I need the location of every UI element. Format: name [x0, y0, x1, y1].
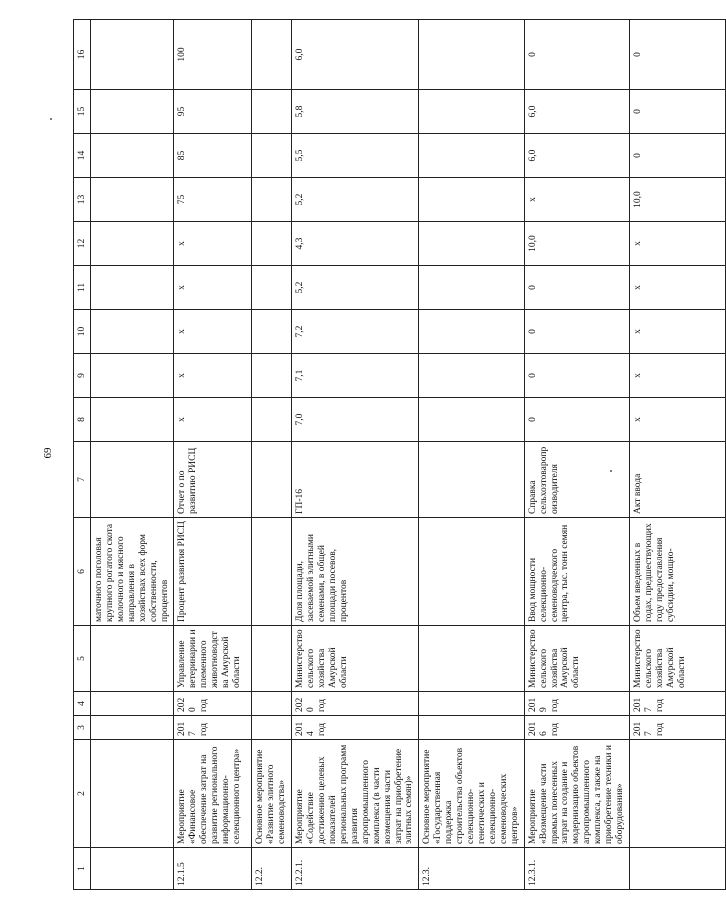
cell-start — [91, 716, 174, 740]
table-row — [292, 20, 419, 890]
cell-v12: x — [629, 222, 725, 266]
col-num: 9 — [74, 354, 91, 398]
cell-executor: Министерство сельского хозяйства Амурской области — [629, 626, 725, 692]
col-num: 16 — [74, 20, 91, 90]
cell-v15: 95 — [174, 90, 252, 134]
column-number-row — [74, 20, 91, 890]
table-row — [524, 20, 629, 890]
table-container — [73, 20, 687, 890]
cell-v15 — [252, 90, 292, 134]
page-number: 69 — [42, 447, 54, 459]
cell-id — [629, 848, 725, 890]
cell-v14: 85 — [174, 134, 252, 178]
cell-end: 2019 год — [524, 692, 629, 716]
cell-v13: x — [524, 178, 629, 222]
cell-v15: 0 — [629, 90, 725, 134]
cell-v15: 5,8 — [292, 90, 419, 134]
cell-end: 2020 год — [174, 692, 252, 716]
col-num: 11 — [74, 266, 91, 310]
cell-indicator: маточного поголовья крупного рогатого скота молочного и мясного направления в хозяйствах всех форм собственности, процентов — [91, 518, 174, 626]
cell-indicator — [252, 518, 292, 626]
cell-v9: 7,1 — [292, 354, 419, 398]
cell-v10: x — [174, 310, 252, 354]
cell-source: Справка сельхозтоваропроизводителя — [524, 442, 629, 518]
cell-executor — [252, 626, 292, 692]
col-num: 6 — [74, 518, 91, 626]
scan-speck — [50, 118, 52, 120]
cell-v8: x — [174, 398, 252, 442]
program-table — [73, 19, 726, 890]
col-num: 1 — [74, 848, 91, 890]
cell-v8 — [91, 398, 174, 442]
col-num: 15 — [74, 90, 91, 134]
cell-v11: x — [174, 266, 252, 310]
cell-start: 2017 год — [629, 716, 725, 740]
cell-v10: 7,2 — [292, 310, 419, 354]
cell-v11 — [252, 266, 292, 310]
cell-v10 — [252, 310, 292, 354]
cell-v9: x — [174, 354, 252, 398]
table-row — [629, 20, 725, 890]
cell-source — [91, 442, 174, 518]
cell-v14: 6,0 — [524, 134, 629, 178]
col-num: 12 — [74, 222, 91, 266]
cell-start: 2014 год — [292, 716, 419, 740]
cell-v10: 0 — [524, 310, 629, 354]
rotated-page — [73, 20, 687, 890]
cell-v8: x — [629, 398, 725, 442]
cell-v14 — [252, 134, 292, 178]
cell-end: 2017 год — [629, 692, 725, 716]
cell-v14: 5,5 — [292, 134, 419, 178]
cell-v10 — [91, 310, 174, 354]
table-row — [419, 20, 524, 890]
col-num: 10 — [74, 310, 91, 354]
cell-v16 — [252, 20, 292, 90]
cell-executor: Управление ветеринарии и племенного животноводства Амурской области — [174, 626, 252, 692]
cell-name — [629, 740, 725, 848]
cell-v13: 10,0 — [629, 178, 725, 222]
cell-v11: 0 — [524, 266, 629, 310]
cell-v15: 6,0 — [524, 90, 629, 134]
cell-v10 — [419, 310, 524, 354]
cell-v9 — [91, 354, 174, 398]
cell-v12: 10,0 — [524, 222, 629, 266]
cell-v9 — [419, 354, 524, 398]
cell-start: 2016 год — [524, 716, 629, 740]
cell-v12 — [91, 222, 174, 266]
cell-id: 12.1.5 — [174, 848, 252, 890]
cell-name — [91, 740, 174, 848]
cell-v8: 0 — [524, 398, 629, 442]
col-num: 3 — [74, 716, 91, 740]
cell-v14 — [91, 134, 174, 178]
cell-v13 — [252, 178, 292, 222]
cell-source: ГП-16 — [292, 442, 419, 518]
col-num: 13 — [74, 178, 91, 222]
cell-v16 — [91, 20, 174, 90]
cell-v16: 6,0 — [292, 20, 419, 90]
cell-v13 — [419, 178, 524, 222]
cell-v12 — [419, 222, 524, 266]
cell-v11 — [419, 266, 524, 310]
cell-v16: 0 — [629, 20, 725, 90]
cell-end: 2020 год — [292, 692, 419, 716]
col-num: 8 — [74, 398, 91, 442]
col-num: 4 — [74, 692, 91, 716]
table-row — [174, 20, 252, 890]
cell-start: 2017 год — [174, 716, 252, 740]
cell-v11: 5,2 — [292, 266, 419, 310]
cell-v8: 7,0 — [292, 398, 419, 442]
cell-v10: x — [629, 310, 725, 354]
cell-name: Мероприятие «Возмещение части прямых понесенных затрат на создание и модернизацию объектов агропромышленного комплекса, а также на приобретение техники и оборудования» — [524, 740, 629, 848]
cell-v12: 4,3 — [292, 222, 419, 266]
cell-executor: Министерство сельского хозяйства Амурской области — [292, 626, 419, 692]
cell-indicator: Доля площади, засеваемой элитными семенами, в общей площади посевов, процентов — [292, 518, 419, 626]
cell-executor — [419, 626, 524, 692]
cell-executor: Министерство сельского хозяйства Амурской области — [524, 626, 629, 692]
cell-name: Основное мероприятие «Государственная поддержка строительства объектов селекционно-генетических и селекционно-семеноводческих центров» — [419, 740, 524, 848]
cell-v11 — [91, 266, 174, 310]
col-num: 7 — [74, 442, 91, 518]
cell-end — [419, 692, 524, 716]
cell-id: 12.2. — [252, 848, 292, 890]
cell-indicator: Ввод мощности селекционно-семеноводческого центра, тыс. тонн семян — [524, 518, 629, 626]
cell-indicator — [419, 518, 524, 626]
cell-start — [419, 716, 524, 740]
cell-name: Мероприятие «Содействие достижению целевых показателей региональных программ развития агропромышленного комплекса (в части возмещения части затрат на приобретение элитных семян)» — [292, 740, 419, 848]
cell-v16: 100 — [174, 20, 252, 90]
cell-source — [252, 442, 292, 518]
cell-id — [91, 848, 174, 890]
cell-indicator: Процент развития РИСЦ — [174, 518, 252, 626]
scan-speck — [610, 470, 612, 472]
cell-v15 — [91, 90, 174, 134]
table-row — [252, 20, 292, 890]
cell-v14: 0 — [629, 134, 725, 178]
cell-id: 12.2.1. — [292, 848, 419, 890]
cell-indicator: Объем введенных в годах, предшествующих году предоставления субсидии, мощно- — [629, 518, 725, 626]
cell-executor — [91, 626, 174, 692]
cell-v12: x — [174, 222, 252, 266]
cell-start — [252, 716, 292, 740]
cell-name: Основное мероприятие «Развитие элитного семеноводства» — [252, 740, 292, 848]
cell-v9: 0 — [524, 354, 629, 398]
cell-v9 — [252, 354, 292, 398]
cell-v13: 5,2 — [292, 178, 419, 222]
cell-v13: 75 — [174, 178, 252, 222]
cell-v8 — [252, 398, 292, 442]
cell-source: Отчет о по развитию РИСЦ — [174, 442, 252, 518]
cell-v16: 0 — [524, 20, 629, 90]
cell-name: Мероприятие «Финансовое обеспечение затрат на развитие регионального информационно-селекционного центра» — [174, 740, 252, 848]
cell-v15 — [419, 90, 524, 134]
col-num: 5 — [74, 626, 91, 692]
cell-v14 — [419, 134, 524, 178]
cell-v9: x — [629, 354, 725, 398]
table-row — [91, 20, 174, 890]
cell-id: 12.3.1. — [524, 848, 629, 890]
cell-source — [419, 442, 524, 518]
cell-end — [252, 692, 292, 716]
cell-v11: x — [629, 266, 725, 310]
col-num: 14 — [74, 134, 91, 178]
cell-end — [91, 692, 174, 716]
cell-v8 — [419, 398, 524, 442]
cell-v16 — [419, 20, 524, 90]
cell-id: 12.3. — [419, 848, 524, 890]
cell-v13 — [91, 178, 174, 222]
col-num: 2 — [74, 740, 91, 848]
cell-source: Акт ввода — [629, 442, 725, 518]
cell-v12 — [252, 222, 292, 266]
